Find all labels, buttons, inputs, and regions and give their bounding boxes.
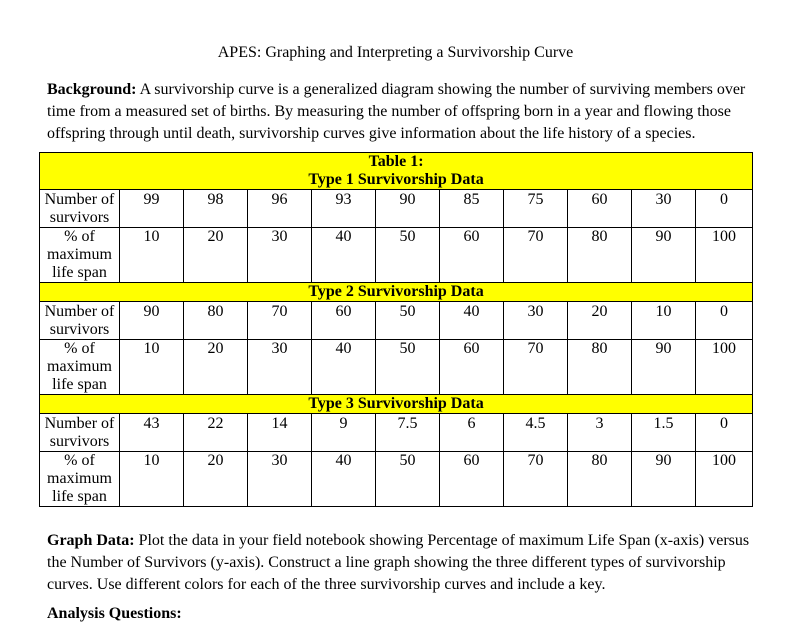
table-cell: 7.5 [376, 414, 440, 452]
table-cell: 22 [184, 414, 248, 452]
table-cell: 40 [440, 302, 504, 340]
table-cell: 50 [376, 302, 440, 340]
table-cell: 90 [632, 340, 696, 395]
table-cell: 43 [120, 414, 184, 452]
table-cell: 9 [312, 414, 376, 452]
table-cell: 98 [184, 190, 248, 228]
table-cell: 93 [312, 190, 376, 228]
table-cell: 60 [440, 452, 504, 507]
graph-data-label: Graph Data: [47, 532, 135, 549]
table-cell: 30 [248, 452, 312, 507]
type-heading [40, 283, 753, 302]
table-cell: 0 [696, 414, 753, 452]
graph-data-paragraph [47, 530, 752, 596]
type-heading-text: Type 1 Survivorship Data [308, 171, 484, 188]
background-label: Background: [47, 81, 137, 98]
table-cell: 90 [120, 302, 184, 340]
type-heading-row [40, 283, 753, 302]
table-cell: 70 [248, 302, 312, 340]
table-cell: 30 [248, 340, 312, 395]
table-cell: 30 [504, 302, 568, 340]
table-cell: 40 [312, 452, 376, 507]
table-cell: 40 [312, 340, 376, 395]
survivorship-table [39, 152, 753, 507]
table-row [40, 228, 753, 283]
table-cell: 50 [376, 452, 440, 507]
table-cell: 100 [696, 452, 753, 507]
table-row [40, 414, 753, 452]
type-heading [40, 395, 753, 414]
type-heading-row [40, 153, 753, 190]
table-cell: 70 [504, 228, 568, 283]
table-cell: 60 [312, 302, 376, 340]
background-text: A survivorship curve is a generalized diagram showing the number of surviving members over time from a measured set of births. By measuring the number of offspring born in a year and flowing those offspring through until death, survivorship curves give information about the life history of a species. [47, 81, 746, 142]
table-cell: 80 [184, 302, 248, 340]
analysis-heading: Analysis Questions: [47, 605, 182, 622]
table-row [40, 302, 753, 340]
table-cell: 20 [568, 302, 632, 340]
table-cell: 4.5 [504, 414, 568, 452]
table-cell: 30 [248, 228, 312, 283]
row-label: % of maximum life span [40, 340, 120, 395]
table-cell: 10 [120, 228, 184, 283]
page-title: APES: Graphing and Interpreting a Survivorship Curve [217, 44, 574, 61]
table-cell: 96 [248, 190, 312, 228]
table-cell: 90 [376, 190, 440, 228]
table-cell: 60 [440, 340, 504, 395]
table-cell: 90 [632, 452, 696, 507]
table-cell: 20 [184, 340, 248, 395]
table-row [40, 452, 753, 507]
table-cell: 14 [248, 414, 312, 452]
table-cell: 70 [504, 340, 568, 395]
table-cell: 80 [568, 452, 632, 507]
table-cell: 60 [440, 228, 504, 283]
table-cell: 50 [376, 340, 440, 395]
type-heading-text: Type 2 Survivorship Data [308, 283, 484, 300]
table-cell: 70 [504, 452, 568, 507]
table-cell: 85 [440, 190, 504, 228]
table-cell: 3 [568, 414, 632, 452]
table-cell: 99 [120, 190, 184, 228]
table-cell: 0 [696, 190, 753, 228]
table-cell: 20 [184, 452, 248, 507]
row-label: % of maximum life span [40, 228, 120, 283]
type-heading [40, 153, 753, 190]
table-cell: 50 [376, 228, 440, 283]
table-cell: 1.5 [632, 414, 696, 452]
graph-data-text: Plot the data in your field notebook showing Percentage of maximum Life Span (x-axis) versus the Number of Survivors (y-axis). Construct a line graph showing the three different types of survivorship curves. Use different colors for each of the three survivorship curves and include a key. [47, 532, 750, 593]
type-heading-text: Type 3 Survivorship Data [308, 395, 484, 412]
table-row [40, 340, 753, 395]
table-cell: 6 [440, 414, 504, 452]
table-cell: 10 [632, 302, 696, 340]
table-cell: 10 [120, 452, 184, 507]
table-cell: 20 [184, 228, 248, 283]
table-cell: 80 [568, 228, 632, 283]
row-label: % of maximum life span [40, 452, 120, 507]
table-caption: Table 1: [368, 153, 424, 170]
table-cell: 60 [568, 190, 632, 228]
table-cell: 75 [504, 190, 568, 228]
background-paragraph [47, 79, 752, 145]
table-cell: 100 [696, 228, 753, 283]
table-cell: 0 [696, 302, 753, 340]
table-cell: 100 [696, 340, 753, 395]
type-heading-row [40, 395, 753, 414]
table-cell: 80 [568, 340, 632, 395]
table-cell: 40 [312, 228, 376, 283]
row-label: Number of survivors [40, 190, 120, 228]
row-label: Number of survivors [40, 414, 120, 452]
table-cell: 90 [632, 228, 696, 283]
table-row [40, 190, 753, 228]
table-cell: 10 [120, 340, 184, 395]
table-cell: 30 [632, 190, 696, 228]
row-label: Number of survivors [40, 302, 120, 340]
